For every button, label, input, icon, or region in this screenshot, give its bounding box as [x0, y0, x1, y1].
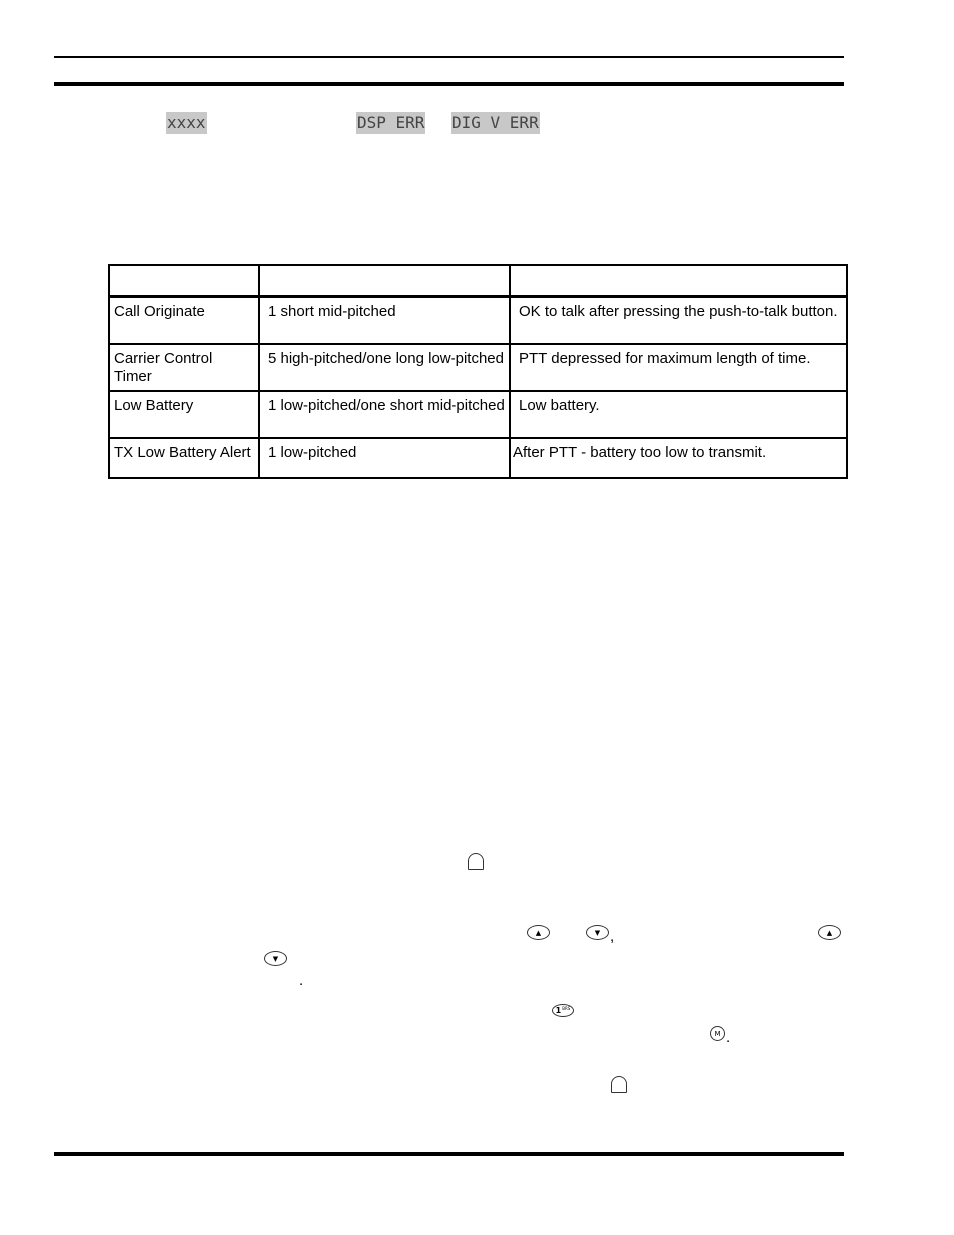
period-text: . [299, 972, 304, 989]
footer-rule [54, 1152, 844, 1156]
tone-cell: 1 short mid-pitched [259, 297, 510, 345]
menu-key-label: M [714, 1029, 721, 1038]
lcd-dig-v-err-display: DIG V ERR [452, 113, 539, 132]
up-arrow-icon: ▲ [826, 928, 833, 937]
alert-tone-table [108, 264, 848, 479]
condition-cell: TX Low Battery Alert [109, 438, 259, 478]
down-arrow-key-icon [586, 925, 609, 940]
down-arrow-icon: ▼ [272, 954, 279, 963]
description-cell: After PTT - battery too low to transmit. [510, 438, 847, 478]
table-header-row [109, 265, 847, 297]
condition-cell: Low Battery [109, 391, 259, 438]
description-cell: PTT depressed for maximum length of time. [510, 344, 847, 391]
menu-key-icon [710, 1026, 725, 1041]
one-key-label: 1 [555, 1006, 562, 1015]
condition-cell: Carrier Control Timer [109, 344, 259, 391]
lcd-code-display: xxxx [167, 113, 206, 132]
column-header-condition [109, 265, 259, 297]
tone-cell: 1 low-pitched [259, 438, 510, 478]
up-arrow-key-icon [527, 925, 550, 940]
column-header-description [510, 265, 847, 297]
table-row [109, 391, 847, 438]
comma-text: , [610, 928, 615, 945]
one-key-superscript: BRS [562, 1006, 571, 1011]
condition-cell: Call Originate [109, 297, 259, 345]
header-thin-rule [54, 56, 844, 58]
table-row [109, 438, 847, 478]
down-arrow-key-icon [264, 951, 287, 966]
ptt-key-icon [468, 853, 484, 870]
tone-cell: 5 high-pitched/one long low-pitched [259, 344, 510, 391]
table-row [109, 297, 847, 345]
one-key-icon [552, 1004, 574, 1017]
table-row [109, 344, 847, 391]
tone-cell: 1 low-pitched/one short mid-pitched [259, 391, 510, 438]
up-arrow-key-icon [818, 925, 841, 940]
ptt-key-icon [611, 1076, 627, 1093]
period-after-menu-text: . [726, 1029, 731, 1046]
lcd-dsp-err-display: DSP ERR [357, 113, 425, 132]
description-cell: Low battery. [510, 391, 847, 438]
up-arrow-icon: ▲ [535, 928, 542, 937]
header-thick-rule [54, 82, 844, 86]
column-header-tone [259, 265, 510, 297]
description-cell: OK to talk after pressing the push-to-talk button. [510, 297, 847, 345]
down-arrow-icon: ▼ [594, 928, 601, 937]
